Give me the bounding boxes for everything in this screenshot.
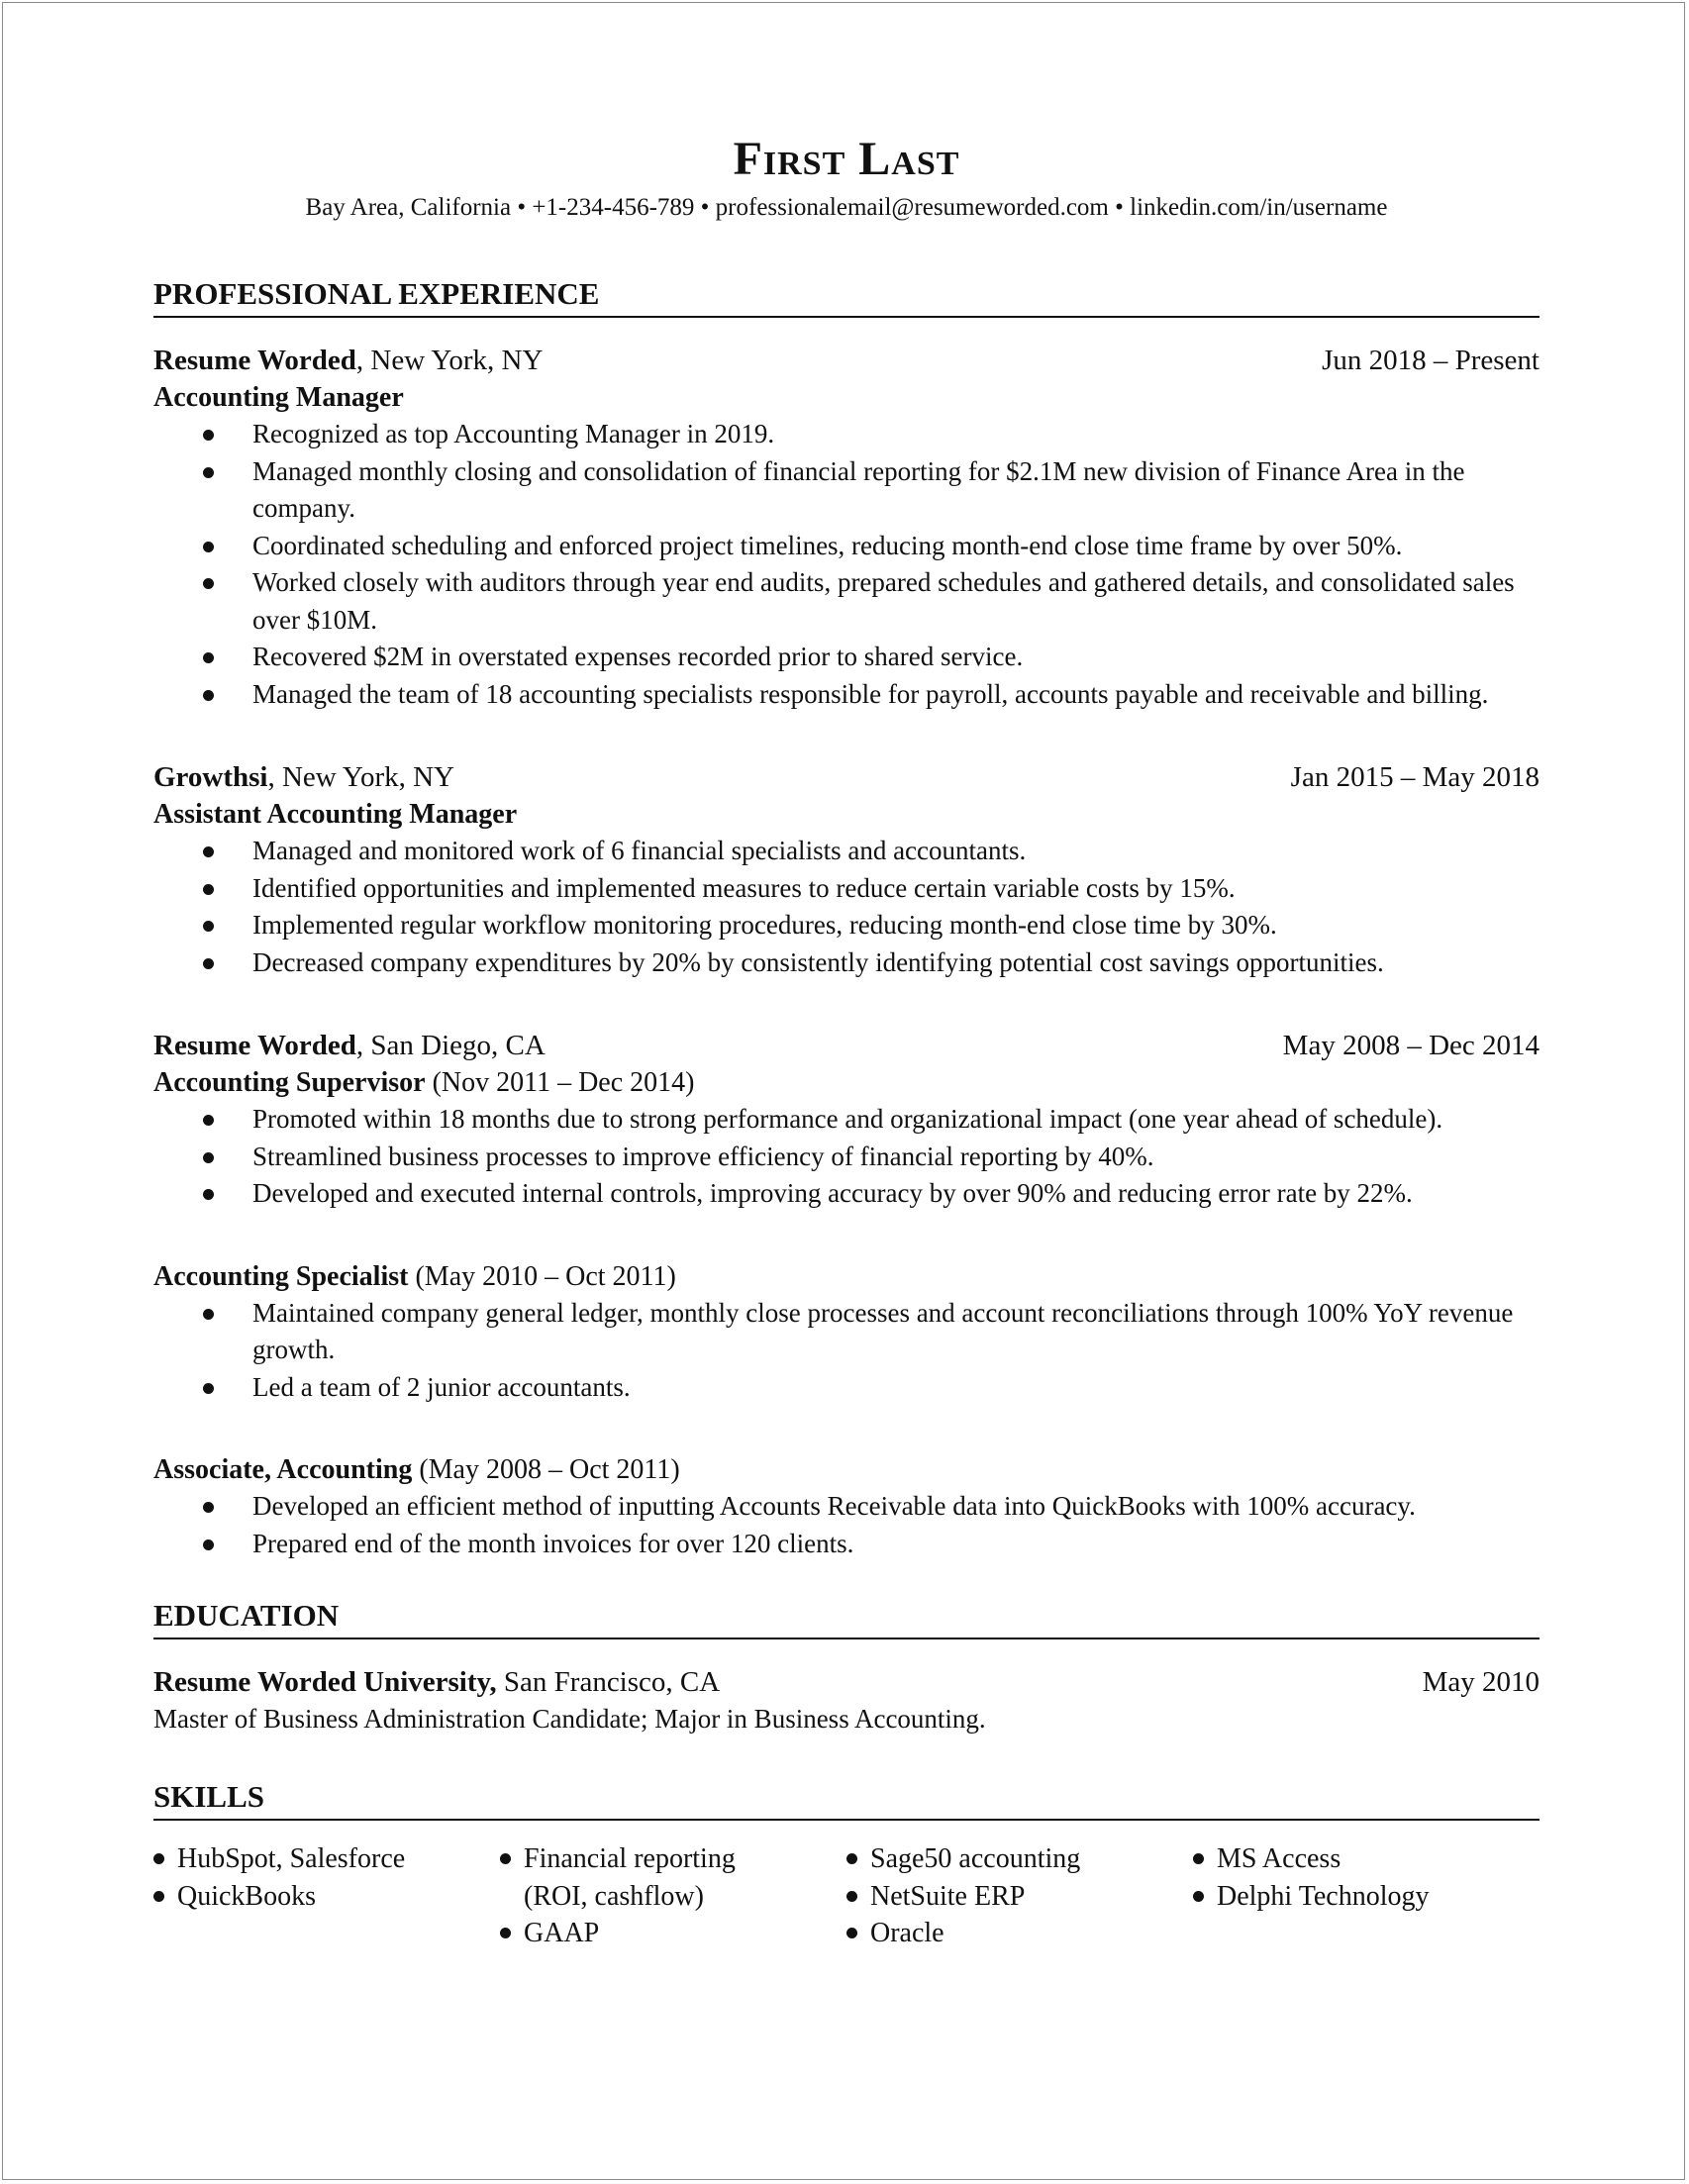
skill-label: Financial reporting (ROI, cashflow) [524,1843,736,1912]
job-entry [153,1027,1540,1562]
skill-label: QuickBooks [177,1880,316,1912]
role-header [153,1064,1540,1101]
skill-item [1193,1840,1540,1878]
bullet-dot-icon [1193,1891,1204,1902]
bullet-item: Worked closely with auditors through year end audits, prepared schedules and gathered details, and consolidated sales over $10M. [252,564,1540,639]
bullet-item: Developed and executed internal controls, improving accuracy by over 90% and reducing error rate by 22%. [252,1175,1540,1213]
bullet-item: Recognized as top Accounting Manager in 2019. [252,416,1540,453]
bullet-dot-icon [500,1928,511,1938]
bullet-item: Streamlined business processes to improve efficiency of financial reporting by 40%. [252,1139,1540,1176]
job-header [153,1027,1540,1064]
job-dates: May 2008 – Dec 2014 [1282,1030,1540,1061]
skill-item [500,1915,846,1952]
skill-item [1193,1878,1540,1916]
skills-column [846,1840,1193,1952]
bullet-dot-icon [846,1891,857,1902]
company-location: , San Diego, CA [355,1030,546,1061]
role-header [153,1451,1540,1488]
job-entry [153,758,1540,981]
bullet-dot-icon [1193,1853,1204,1864]
skill-item [500,1840,781,1915]
role-header [153,1258,1540,1295]
bullet-item: Implemented regular workflow monitoring procedures, reducing month-end close time by 30%. [252,907,1540,944]
role-title: Accounting Supervisor [153,1067,426,1098]
role-entry [153,1064,1540,1213]
bullet-item: Coordinated scheduling and enforced project timelines, reducing month-end close time frame by over 50%. [252,528,1540,565]
skill-item [846,1840,1193,1878]
skills-column [500,1840,846,1952]
bullet-item: Led a team of 2 junior accountants. [252,1369,1540,1407]
skill-label: MS Access [1217,1843,1341,1874]
bullet-dot-icon [846,1928,857,1938]
skill-item [153,1878,500,1916]
job-header [153,342,1540,379]
school-name: Resume Worded University, [153,1666,497,1698]
education-entry [153,1663,1540,1737]
education-heading: EDUCATION [153,1596,1540,1639]
bullet-item: Managed and monitored work of 6 financial specialists and accountants. [252,833,1540,870]
bullet-dot-icon [153,1853,164,1864]
company-location: , New York, NY [267,761,454,793]
candidate-name: First Last [733,133,960,185]
job-dates: Jan 2015 – May 2018 [1290,761,1540,793]
skills-column [1193,1840,1540,1952]
role-period: (May 2010 – Oct 2011) [408,1260,676,1292]
resume-page [2,2,1685,2180]
skills-grid [153,1840,1540,1952]
skill-item [846,1915,1193,1952]
bullet-item: Decreased company expenditures by 20% by consistently identifying potential cost savings opportunities. [252,944,1540,982]
bullet-item: Managed the team of 18 accounting specialists responsible for payroll, accounts payable and receivable and billing. [252,676,1540,714]
skill-label: HubSpot, Salesforce [177,1843,406,1874]
skill-label: Sage50 accounting [870,1843,1081,1874]
bullet-dot-icon [500,1853,511,1864]
graduation-date: May 2010 [1422,1666,1540,1698]
skill-label: Oracle [870,1918,944,1948]
skills-heading: SKILLS [153,1777,1540,1821]
job-entry [153,342,1540,713]
role-entry [153,1258,1540,1407]
bullet-item: Identified opportunities and implemented measures to reduce certain variable costs by 15%. [252,870,1540,908]
bullet-item: Developed an efficient method of inputting Accounts Receivable data into QuickBooks with 100% accuracy. [252,1488,1540,1526]
experience-heading: PROFESSIONAL EXPERIENCE [153,274,1540,318]
skills-column [153,1840,500,1952]
role-bullets [153,1101,1540,1213]
bullet-item: Managed monthly closing and consolidation of financial reporting for $2.1M new division of Finance Area in the company. [252,453,1540,528]
contact-line: Bay Area, California • +1-234-456-789 • professionalemail@resumeworded.com • linkedin.com/in/username [305,194,1388,221]
skill-item [846,1878,1193,1916]
degree-detail: Master of Business Administration Candidate; Major in Business Accounting. [153,1704,986,1734]
skill-item [153,1840,500,1878]
school-location: San Francisco, CA [496,1666,721,1698]
job-dates: Jun 2018 – Present [1322,345,1540,376]
company-location: , New York, NY [355,345,544,376]
skill-label: GAAP [524,1918,600,1948]
education-header [153,1663,1540,1701]
company-name: Resume Worded [153,1030,356,1061]
role-period: (May 2008 – Oct 2011) [412,1454,680,1485]
job-title: Assistant Accounting Manager [153,799,518,830]
bullet-dot-icon [153,1891,164,1902]
job-title: Accounting Manager [153,382,404,413]
role-entry [153,1451,1540,1562]
bullet-dot-icon [846,1853,857,1864]
bullet-item: Promoted within 18 months due to strong performance and organizational impact (one year ahead of schedule). [252,1101,1540,1139]
company-name: Resume Worded [153,345,356,376]
bullet-item: Maintained company general ledger, monthly close processes and account reconciliations through 100% YoY revenue growth. [252,1295,1540,1369]
job-bullets [153,833,1540,981]
role-bullets [153,1295,1540,1407]
bullet-item: Prepared end of the month invoices for over 120 clients. [252,1526,1540,1563]
role-period: (Nov 2011 – Dec 2014) [425,1067,695,1098]
job-bullets [153,416,1540,713]
skill-label: Delphi Technology [1217,1880,1430,1912]
job-header [153,758,1540,796]
role-title: Associate, Accounting [153,1454,413,1485]
company-name: Growthsi [153,761,268,793]
role-title: Accounting Specialist [153,1260,409,1292]
role-bullets [153,1488,1540,1562]
resume-content [153,132,1540,1952]
bullet-item: Recovered $2M in overstated expenses recorded prior to shared service. [252,639,1540,676]
skill-label: NetSuite ERP [870,1880,1026,1912]
